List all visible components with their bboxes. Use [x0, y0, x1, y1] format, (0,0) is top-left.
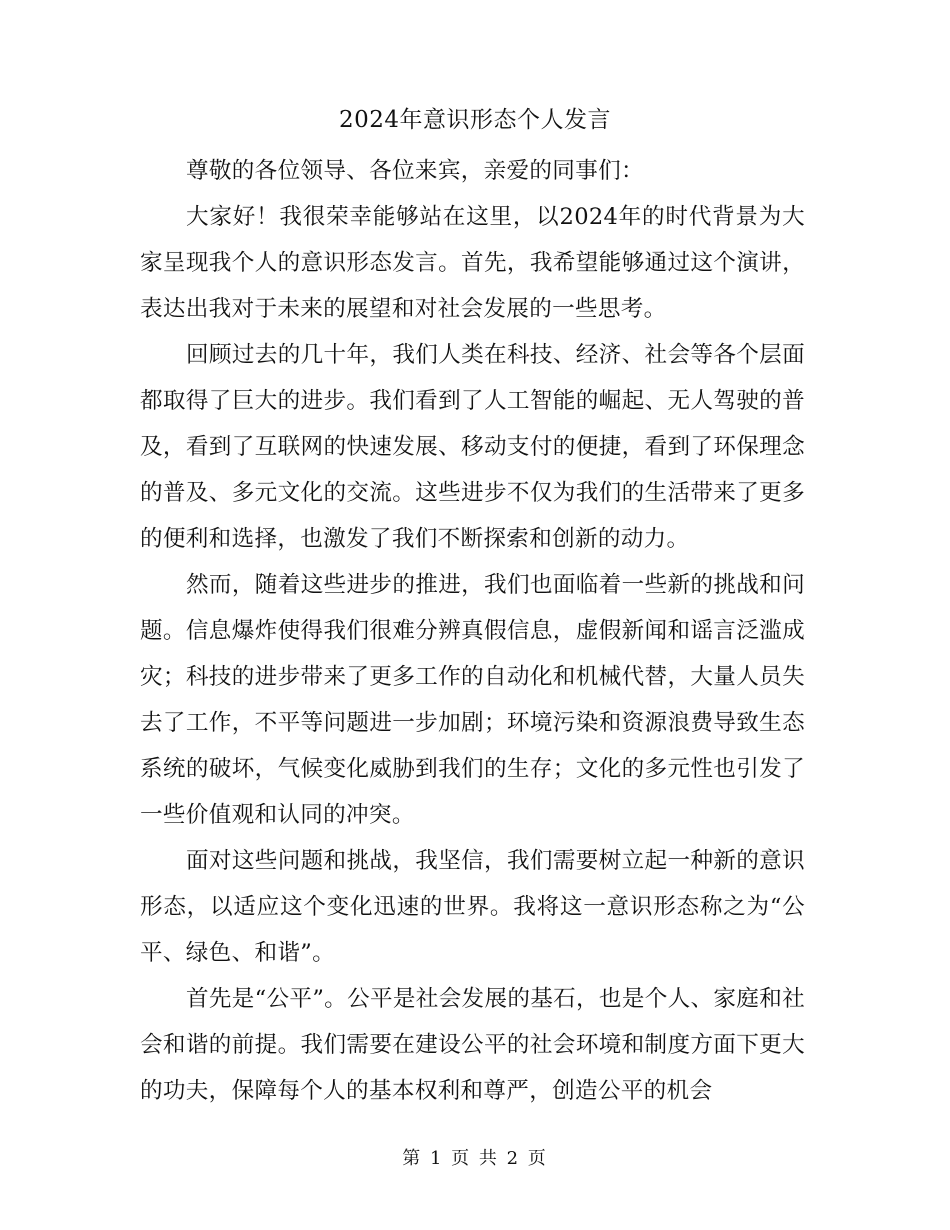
body-paragraph-1: 大家好！我很荣幸能够站在这里，以2024年的时代背景为大家呈现我个人的意识形态发言。首先，我希望能够通过这个演讲，表达出我对于未来的展望和对社会发展的一些思考。 — [140, 204, 805, 322]
body-paragraph-2: 回顾过去的几十年，我们人类在科技、经济、社会等各个层面都取得了巨大的进步。我们看到了人工智能的崛起、无人驾驶的普及，看到了互联网的快速发展、移动支付的便捷，看到了环保理念的普及、多元文化的交流。这些进步不仅为我们的生活带来了更多的便利和选择，也激发了我们不断探索和创新的动力。 — [140, 342, 805, 552]
body-paragraph-3: 然而，随着这些进步的推进，我们也面临着一些新的挑战和问题。信息爆炸使得我们很难分辨真假信息，虚假新闻和谣言泛滥成灾；科技的进步带来了更多工作的自动化和机械代替，大量人员失去了工作，不平等问题进一步加剧；环境污染和资源浪费导致生态系统的破坏，气候变化威胁到我们的生存；文化的多元性也引发了一些价值观和认同的冲突。 — [140, 572, 805, 828]
body-paragraph-4: 面对这些问题和挑战，我坚信，我们需要树立起一种新的意识形态，以适应这个变化迅速的世界。我将这一意识形态称之为“公平、绿色、和谐”。 — [140, 848, 805, 966]
body-paragraph-5: 首先是“公平”。公平是社会发展的基石，也是个人、家庭和社会和谐的前提。我们需要在建设公平的社会环境和制度方面下更大的功夫，保障每个人的基本权利和尊严，创造公平的机会 — [140, 986, 805, 1104]
page-number-footer: 第 1 页 共 2 页 — [402, 1148, 548, 1169]
document-title: 2024年意识形态个人发言 — [338, 107, 612, 133]
salutation-paragraph: 尊敬的各位领导、各位来宾，亲爱的同事们： — [186, 158, 644, 184]
document-body — [140, 148, 805, 1114]
